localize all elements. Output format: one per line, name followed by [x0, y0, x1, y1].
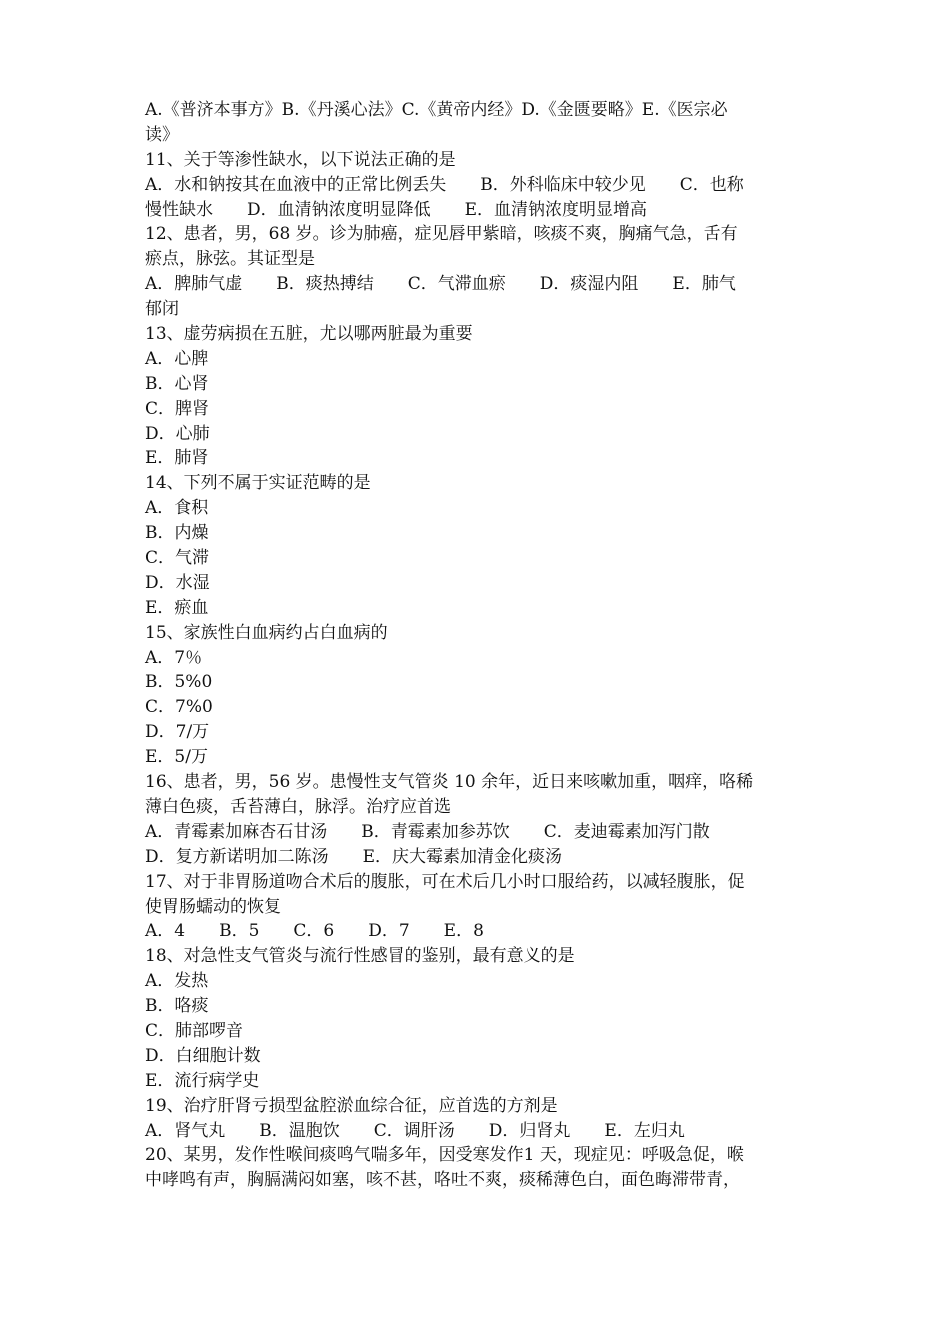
text-line: 中哮鸣有声，胸膈满闷如塞，咳不甚，咯吐不爽，痰稀薄色白，面色晦滞带青， [145, 1170, 740, 1191]
option-line: C．脾肾 [145, 398, 210, 419]
option-line: B．内燥 [145, 523, 209, 544]
option-line: D．7/万 [145, 722, 210, 743]
option-line: B．5%0 [145, 672, 213, 693]
question-13: 13、虚劳病损在五脏，尤以哪两脏最为重要 [145, 324, 473, 345]
question-12: 12、患者，男，68 岁。诊为肺癌，症见唇甲紫暗，咳痰不爽，胸痛气急，舌有 [145, 224, 738, 245]
option-line: C．肺部啰音 [145, 1020, 244, 1041]
question-20: 20、某男，发作性喉间痰鸣气喘多年，因受寒发作1 天，现症见：呼吸急促，喉 [145, 1145, 744, 1166]
text-line: 读》 [145, 124, 179, 145]
option-line: B．咯痰 [145, 996, 209, 1017]
question-18: 18、对急性支气管炎与流行性感冒的鉴别，最有意义的是 [145, 946, 575, 967]
text-line: 郁闭 [145, 299, 179, 320]
option-line: D．复方新诺明加二陈汤 E．庆大霉素加清金化痰汤 [145, 846, 563, 867]
text-line: 慢性缺水 D．血清钠浓度明显降低 E．血清钠浓度明显增高 [145, 199, 648, 220]
option-line: A．心脾 [145, 348, 209, 369]
option-line: A．肾气丸 B．温胞饮 C．调肝汤 D．归肾丸 E．左归丸 [145, 1120, 685, 1141]
text-line: 瘀点，脉弦。其证型是 [145, 249, 315, 270]
option-line: A．发热 [145, 971, 209, 992]
option-line: B．心肾 [145, 373, 209, 394]
text-line: 薄白色痰，舌苔薄白，脉浮。治疗应首选 [145, 796, 451, 817]
question-15: 15、家族性白血病约占白血病的 [145, 622, 388, 643]
text-line: 使胃肠蠕动的恢复 [145, 896, 281, 917]
question-11: 11、关于等渗性缺水，以下说法正确的是 [145, 149, 456, 170]
option-line: C．7%0 [145, 697, 213, 718]
option-line: D．白细胞计数 [145, 1045, 261, 1066]
option-line: D．心肺 [145, 423, 210, 444]
text-line: A．水和钠按其在血液中的正常比例丢失 B．外科临床中较少见 C．也称 [145, 174, 744, 195]
question-19: 19、治疗肝肾亏损型盆腔淤血综合征，应首选的方剂是 [145, 1095, 558, 1116]
text-line: A.《普济本事方》B.《丹溪心法》C.《黄帝内经》D.《金匮要略》E.《医宗必 [145, 100, 728, 120]
option-line: E．5/万 [145, 747, 208, 768]
question-16: 16、患者，男，56 岁。患慢性支气管炎 10 余年，近日来咳嗽加重，咽痒，咯稀 [145, 772, 754, 793]
option-line: D．水湿 [145, 572, 210, 593]
option-line: E．瘀血 [145, 597, 209, 618]
option-line: A．青霉素加麻杏石甘汤 B．青霉素加参苏饮 C．麦迪霉素加泻门散 [145, 821, 710, 842]
option-line: E．肺肾 [145, 448, 209, 469]
question-17: 17、对于非胃肠道吻合术后的腹胀，可在术后几小时口服给药，以减轻腹胀，促 [145, 871, 745, 892]
text-line: A．脾肺气虚 B．痰热搏结 C．气滞血瘀 D．痰湿内阻 E．肺气 [145, 274, 736, 295]
option-line: A．7％ [145, 647, 203, 668]
document-body [145, 98, 817, 1193]
option-line: E．流行病学史 [145, 1070, 260, 1091]
option-line: C．气滞 [145, 548, 210, 569]
question-14: 14、下列不属于实证范畴的是 [145, 473, 371, 494]
option-line: A．4 B．5 C．6 D．7 E．8 [145, 921, 484, 942]
option-line: A．食积 [145, 498, 209, 519]
